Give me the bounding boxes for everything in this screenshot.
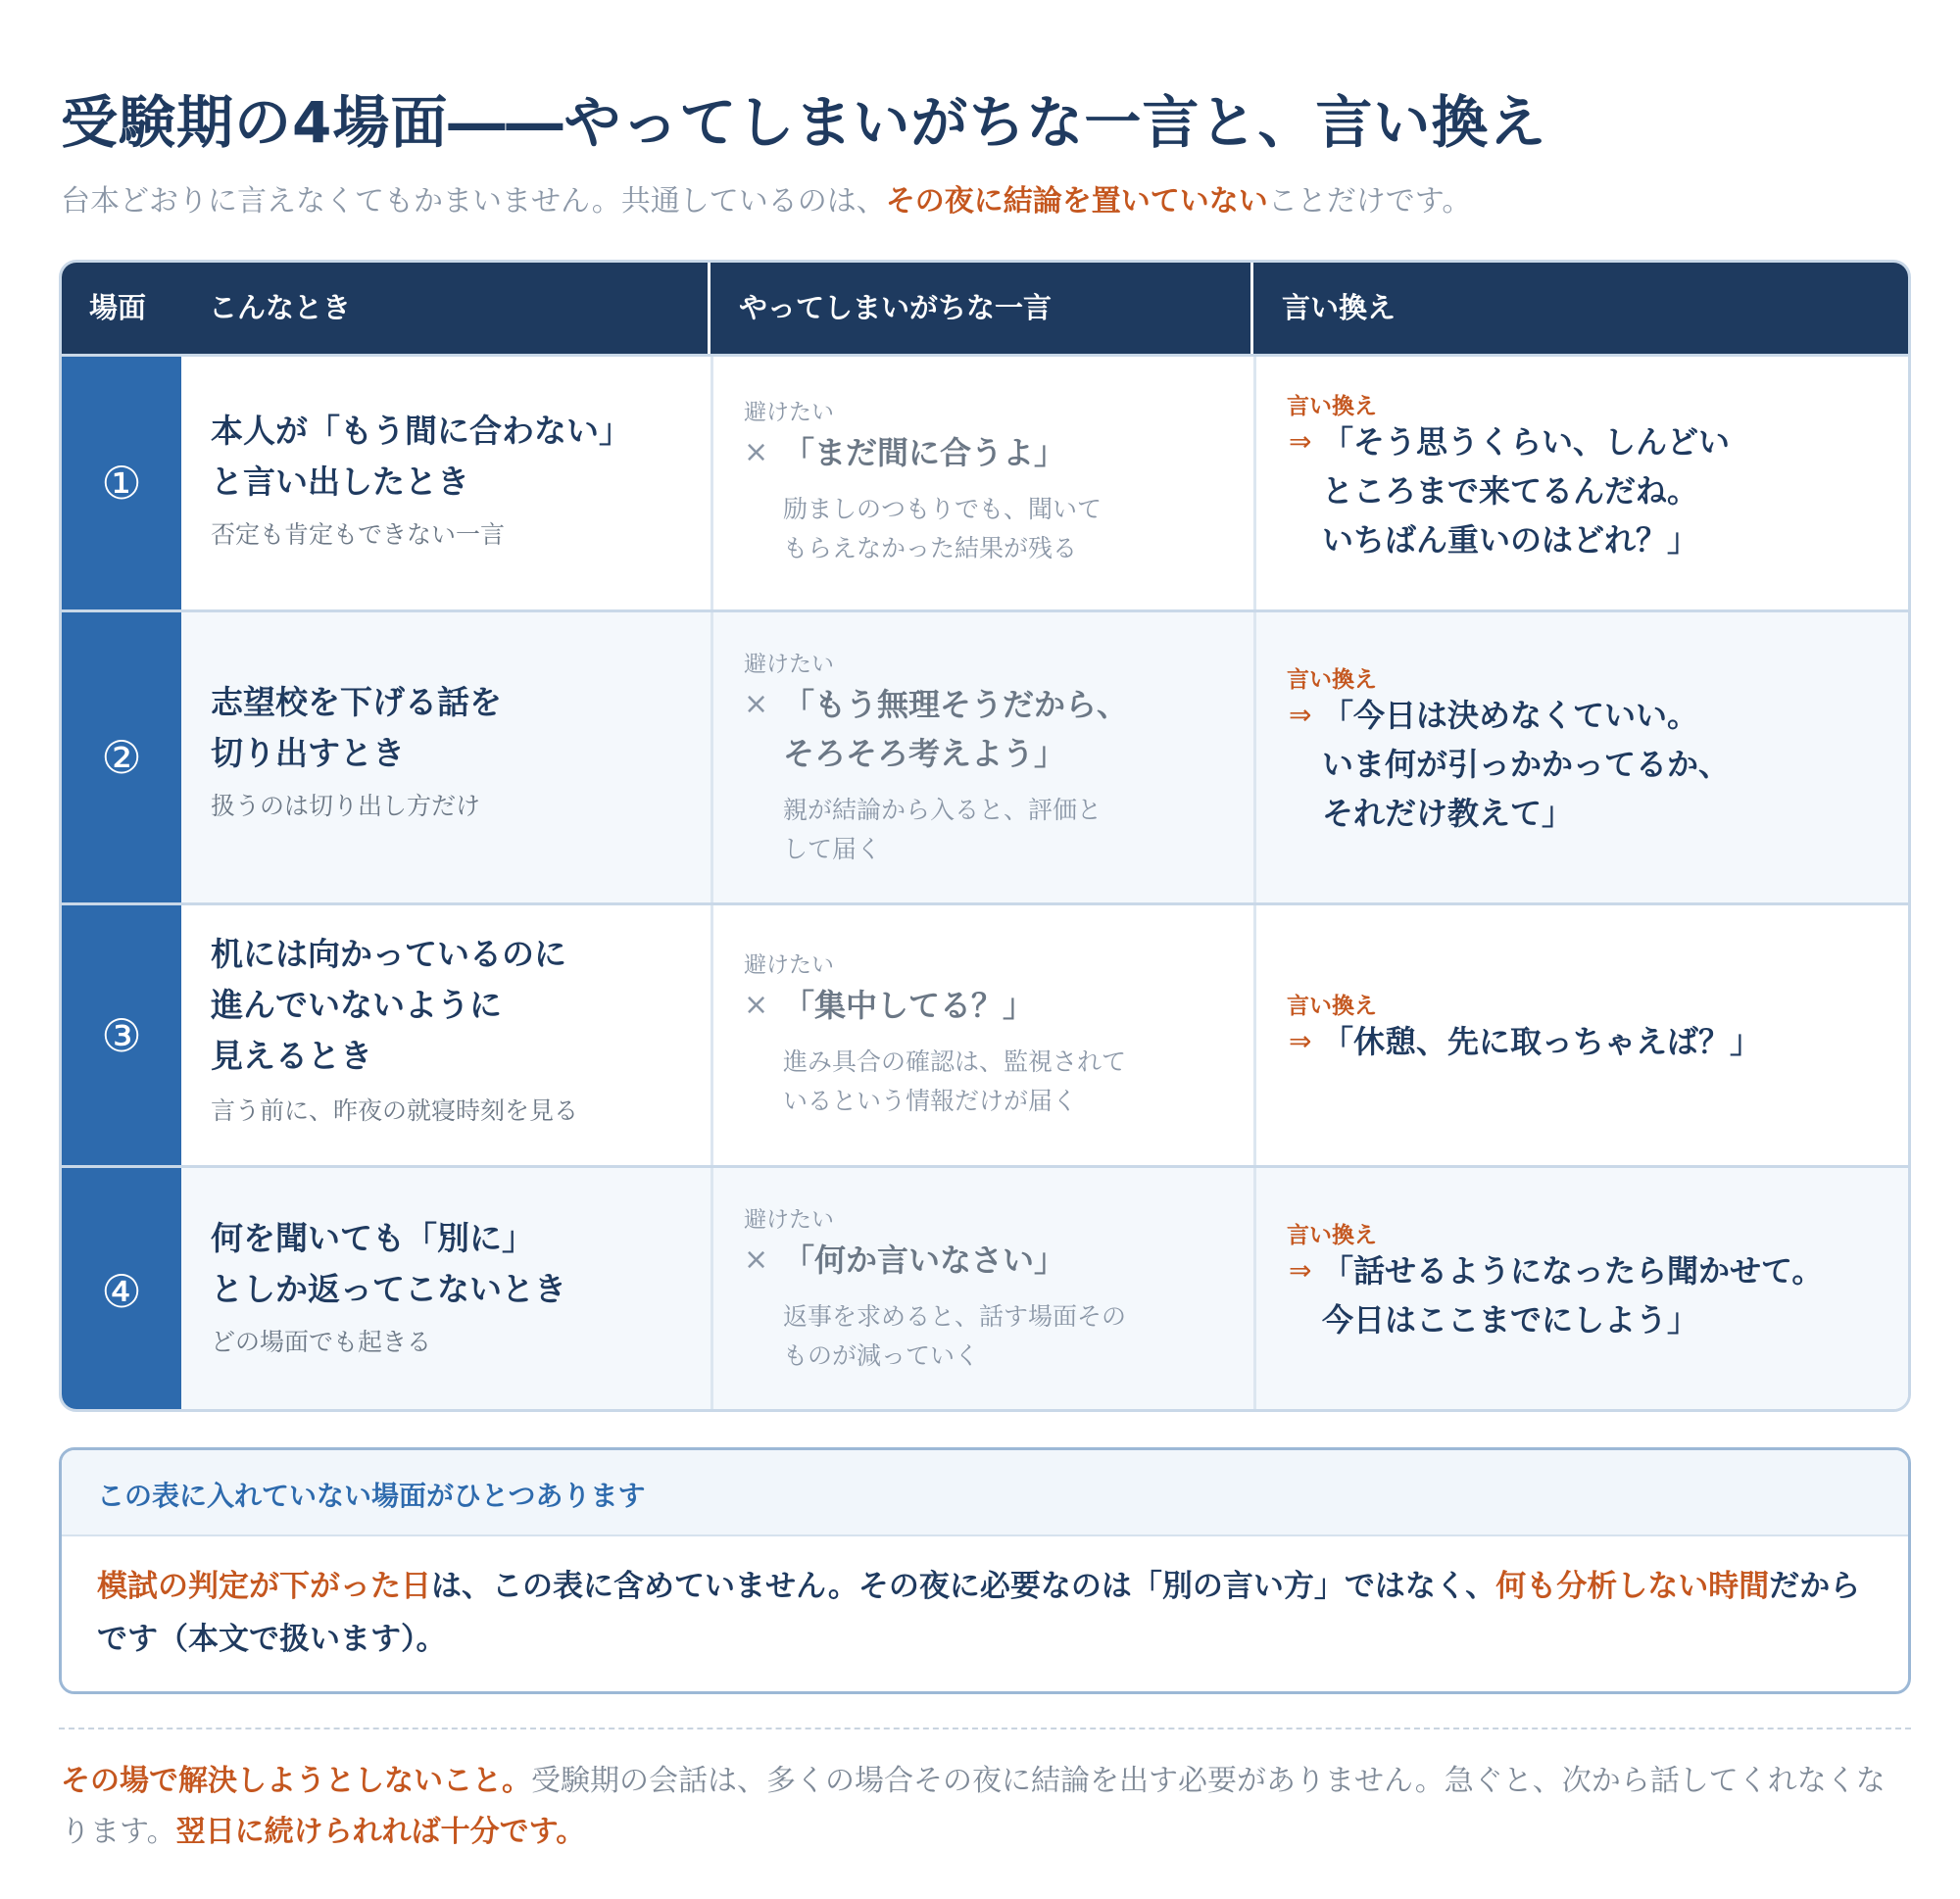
header-scene: 場面	[89, 291, 147, 324]
footer-highlight: 翌日に続けられれば十分です。	[175, 1815, 586, 1849]
avoid-label: 避けたい	[744, 652, 834, 677]
situation-note: 扱うのは切り出し方だけ	[211, 792, 481, 820]
footer-highlight: その場で解決しようとしないこと。	[61, 1764, 531, 1798]
situation-note: 言う前に、昨夜の就寝時刻を見る	[211, 1096, 579, 1125]
scene-number: ②	[62, 612, 181, 902]
cross-icon: ×	[744, 687, 769, 721]
cross-icon: ×	[744, 1242, 769, 1277]
arrow-icon: ⇒	[1289, 425, 1312, 458]
scene-number: ④	[62, 1168, 181, 1412]
table-row	[62, 354, 1908, 609]
avoid-note: 返事を求めると、話す場面その ものが減っていく	[783, 1302, 1127, 1370]
header-situation: こんなとき	[209, 291, 352, 324]
column-divider	[710, 612, 713, 902]
note-header	[62, 1450, 1908, 1536]
situation-text: 机には向かっているのに 進んでいないように 見えるとき	[211, 935, 566, 1075]
column-divider	[710, 1168, 713, 1412]
alternative-phrase: 「そう思うくらい、しんどい ところまで来てるんだね。 いちばん重いのはどれ？」	[1322, 423, 1731, 559]
situation-text: 志望校を下げる話を 切り出すとき	[211, 683, 502, 772]
alternative-label: 言い換え	[1287, 394, 1377, 419]
situation-text: 本人が「もう間に合わない」 と言い出したとき	[211, 412, 631, 501]
footer-body: 受験期の会話は、多くの場合その夜に結論を出す必要がありません。急ぐと、次から話してくれなくなります。	[61, 1764, 1886, 1849]
table-row	[62, 609, 1908, 902]
header-divider	[1250, 263, 1253, 354]
page-title: 受験期の4場面――やってしまいがちな一言と、言い換え	[61, 89, 1547, 156]
note-body	[97, 1560, 1871, 1666]
arrow-icon: ⇒	[1289, 1025, 1312, 1057]
page-subtitle	[61, 176, 1471, 219]
column-divider	[710, 357, 713, 609]
excluded-scene-note	[59, 1447, 1911, 1694]
column-divider	[1253, 1168, 1256, 1412]
avoid-label: 避けたい	[744, 400, 834, 425]
avoid-note: 親が結論から入ると、評価と して届く	[783, 796, 1102, 863]
header-avoid: やってしまいがちな一言	[739, 291, 1053, 324]
alternative-label: 言い換え	[1287, 994, 1377, 1019]
alternative-phrase: 「休憩、先に取っちゃえば？」	[1322, 1023, 1762, 1060]
avoid-phrase: 「何か言いなさい」	[783, 1242, 1066, 1279]
column-divider	[710, 905, 713, 1165]
avoid-note: 進み具合の確認は、監視されて いるという情報だけが届く	[783, 1047, 1127, 1115]
subtitle-text: 台本どおりに言えなくてもかまいません。共通しているのは、	[61, 184, 886, 219]
alternative-label: 言い換え	[1287, 1223, 1377, 1248]
column-divider	[1253, 357, 1256, 609]
header-alternative: 言い換え	[1282, 291, 1396, 324]
divider	[59, 1728, 1911, 1729]
column-divider	[1253, 905, 1256, 1165]
arrow-icon: ⇒	[1289, 699, 1312, 731]
alternative-label: 言い換え	[1287, 667, 1377, 693]
subtitle-text-end: ことだけです。	[1267, 184, 1472, 219]
scenes-table	[59, 260, 1911, 1412]
avoid-note: 励ましのつもりでも、聞いて もらえなかった結果が残る	[783, 495, 1102, 562]
cross-icon: ×	[744, 435, 769, 469]
column-divider	[1253, 612, 1256, 902]
avoid-label: 避けたい	[744, 952, 834, 978]
note-text: は、この表に含めていません。その夜に必要なのは「別の言い方」ではなく、	[431, 1569, 1496, 1604]
table-row	[62, 1165, 1908, 1412]
situation-note: 否定も肯定もできない一言	[211, 520, 506, 549]
arrow-icon: ⇒	[1289, 1254, 1312, 1287]
subtitle-highlight: その夜に結論を置いていない	[885, 184, 1268, 219]
avoid-phrase: 「もう無理そうだから、 そろそろ考えよう」	[783, 686, 1129, 772]
scene-number: ③	[62, 905, 181, 1165]
note-highlight: 模試の判定が下がった日	[97, 1569, 431, 1604]
note-title: この表に入れていない場面がひとつあります	[97, 1480, 646, 1512]
avoid-phrase: 「まだ間に合うよ」	[783, 434, 1066, 471]
scene-number: ①	[62, 357, 181, 609]
situation-note: どの場面でも起きる	[211, 1328, 432, 1356]
alternative-phrase: 「今日は決めなくていい。 いま何が引っかかってるか、 それだけ教えて」	[1322, 697, 1731, 832]
footer-text	[61, 1756, 1913, 1858]
note-text-end: だからです（本文で扱います）。	[97, 1569, 1861, 1657]
situation-text: 何を聞いても「別に」 としか返ってこないとき	[211, 1219, 566, 1308]
cross-icon: ×	[744, 988, 769, 1022]
avoid-label: 避けたい	[744, 1207, 834, 1233]
note-highlight: 何も分析しない時間	[1495, 1569, 1770, 1604]
avoid-phrase: 「集中してる？」	[783, 987, 1035, 1024]
header-divider	[708, 263, 710, 354]
table-row	[62, 902, 1908, 1165]
alternative-phrase: 「話せるようになったら聞かせて。 今日はここまでにしよう」	[1322, 1252, 1824, 1339]
table-header	[62, 263, 1908, 354]
